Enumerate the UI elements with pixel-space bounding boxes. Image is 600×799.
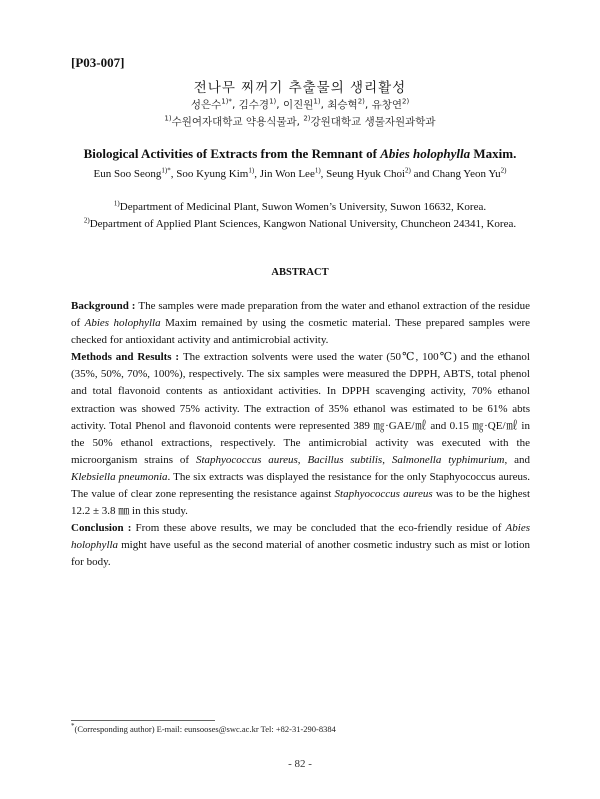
english-affiliations: [74, 199, 526, 233]
species-name: Abies holophylla: [84, 317, 161, 330]
author-sup: 2): [402, 97, 410, 106]
author-sup: 1)*: [161, 166, 171, 175]
conclusion-paragraph: [71, 520, 530, 571]
affiliation-line: [74, 199, 526, 216]
author-sup: 1): [269, 97, 277, 106]
author-name: Jin Won Lee: [259, 168, 315, 180]
author-name: Seung Hyuk Choi: [326, 168, 406, 180]
affiliation-sup: 2): [303, 114, 311, 123]
author-name: 성은수: [190, 99, 222, 111]
affiliation-text: 수원여자대학교 약용식물과,: [171, 116, 304, 128]
species-name: Bacillus subtilis: [307, 453, 383, 466]
title-species: Abies holophylla: [380, 146, 471, 161]
abstract-body: [71, 298, 530, 572]
paragraph-text: , and: [504, 453, 531, 466]
footnote-marker: *: [71, 722, 75, 731]
korean-title: 전나무 찌꺼기 추출물의 생리활성: [193, 80, 407, 96]
author-name: Soo Kyung Kim: [176, 168, 249, 180]
conclusion-label: Conclusion :: [71, 522, 136, 535]
author-name: 김수경: [238, 99, 270, 111]
abstract-code: [P03-007]: [71, 55, 125, 70]
author-sup: 1): [314, 166, 321, 175]
paragraph-text: The extraction solvents were used the water (50℃, 100℃) and the ethanol (35%, 50%, 70%, 100%), respectively. The six samples were measured the DPPH, ABTS, total phenol and total flavonoid contents as antioxidant activities. In DPPH scavenging activity, 70% ethanol extraction was showed 75% activity. The extraction of 35% ethanol was estimated to be 61% abts activity. Total Phenol and flavonoid contents were represented 389 ㎎·GAE/㎖ and 0.15 ㎎·QE/㎖ in the 50% ethanol extractions, respectively. The antimicrobial activity was executed with the microorganism strains of: [71, 351, 530, 466]
title-text: Biological Activities of Extracts from the Remnant of: [83, 146, 381, 161]
author-sup: 1): [313, 97, 321, 106]
author-sup: 2): [500, 166, 507, 175]
footnote: [71, 724, 336, 734]
paragraph-text: Maxim remained by using the cosmetic material. These prepared samples were checked for antioxidant activity and antimicrobial activity.: [71, 317, 530, 347]
author-sep: ,: [320, 168, 327, 180]
species-name: Staphyococcus aureus: [195, 453, 298, 466]
author-name: 이진원: [282, 99, 314, 111]
abstract-heading: ABSTRACT: [271, 267, 329, 278]
paragraph-text: . The six extracts was displayed the resistance for the only Staphyococcus aureus. The value of clear zone representing the resistance against: [71, 470, 530, 501]
author-sep: and: [410, 168, 433, 180]
methods-label: Methods and Results :: [71, 351, 183, 364]
affiliation-line: [74, 216, 526, 233]
author-sep: ,: [170, 168, 177, 180]
footnote-divider: [71, 720, 215, 721]
english-title: [30, 146, 570, 162]
background-label: Background :: [71, 300, 139, 312]
author-name: Eun Soo Seong: [93, 168, 162, 180]
paragraph-text: ,: [297, 453, 308, 466]
footnote-text: (Corresponding author) E-mail: eunsooses@swc.ac.kr Tel: +82-31-290-8384: [74, 724, 336, 734]
paragraph-text: The samples were made preparation from the water and ethanol extraction of the residue of: [71, 300, 530, 330]
english-authors: [74, 166, 526, 183]
paragraph-text: ,: [382, 453, 392, 466]
affiliation-sup: 2): [83, 216, 90, 225]
author-name: Chang Yeon Yu: [432, 168, 501, 180]
author-sup: 2): [405, 166, 411, 175]
species-name: Abies holophylla: [71, 522, 530, 552]
korean-affiliations: [0, 114, 600, 129]
affiliation-text: Department of Applied Plant Sciences, Kangwon National University, Chuncheon 24341, Korea.: [89, 218, 517, 230]
author-name: 최승혁: [327, 99, 358, 111]
species-name: Salmonella typhimurium: [391, 453, 505, 466]
affiliation-sup: 1): [164, 114, 172, 123]
author-sup: 1)*: [221, 97, 232, 106]
author-sup: 1): [248, 166, 255, 175]
affiliation-text: Department of Medicinal Plant, Suwon Women’s University, Suwon 16632, Korea.: [119, 201, 487, 213]
paragraph-text: might have useful as the second material of another cosmetic industry such as mist or lotion for body.: [71, 539, 530, 569]
page-number: - 82 -: [288, 758, 312, 770]
paragraph-text: From these above results, we may be concluded that the eco-friendly residue of: [135, 522, 506, 535]
paragraph-text: was to be the highest 12.2 ± 3.8 ㎜ in this study.: [71, 488, 530, 518]
background-paragraph: [71, 298, 530, 349]
korean-authors: 성은수$^{1)*}$, 김수경$^{1)}$, 이진원$^{1)}$, 최승혁$^{2)}$, 유창연$^{2)}$: [190, 97, 410, 111]
species-name: Staphyococcus aureus: [334, 488, 433, 501]
author-sup: 2): [357, 97, 365, 106]
affiliation-text: 강원대학교 생물자원과학과: [310, 116, 436, 128]
title-text: Maxim.: [470, 146, 517, 161]
species-name: Klebsiella pneumonia: [71, 470, 168, 483]
author-name: 유창연: [371, 99, 402, 111]
author-sep: ,: [254, 168, 260, 180]
methods-paragraph: [71, 349, 530, 520]
affiliation-sup: 1): [113, 199, 120, 208]
